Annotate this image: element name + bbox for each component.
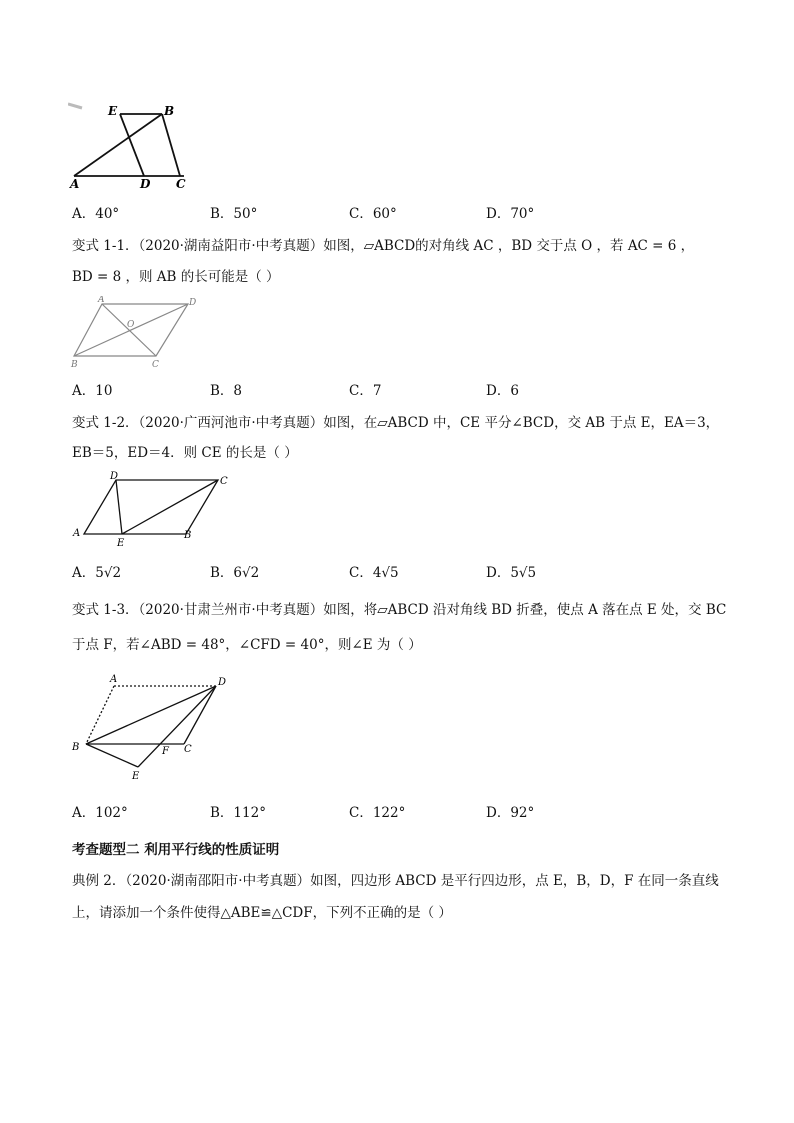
- q3-fig-label-f: F: [162, 746, 169, 757]
- q3-fig-label-d: D: [218, 677, 227, 688]
- q3-option-c[interactable]: C．122°: [349, 805, 406, 821]
- figure-q2-diagram: [70, 470, 235, 550]
- q2-options: [72, 563, 732, 583]
- q2-option-c[interactable]: C．4√5: [349, 565, 399, 581]
- q1-fig-label-c: C: [152, 360, 159, 370]
- section-title: 考查题型二 利用平行线的性质证明: [72, 842, 280, 858]
- fig1-label-c: C: [176, 177, 186, 191]
- q0-options: [72, 204, 732, 224]
- q3-fig-label-a: A: [110, 674, 118, 685]
- q3-option-d[interactable]: D．92°: [486, 805, 535, 821]
- q1-text-line1: 变式 1-1．（2020·湖南益阳市·中考真题）如图，▱ABCD的对角线 AC ，BD 交于点 O ，若 AC = 6 ，: [72, 238, 695, 254]
- q1-text-line2: BD = 8 ，则 AB 的长可能是（ ）: [72, 269, 280, 285]
- q1-option-a[interactable]: A．10: [72, 383, 113, 399]
- figure-q1-diagram: [70, 296, 200, 370]
- q0-option-a[interactable]: A．40°: [72, 206, 120, 222]
- q1-option-d[interactable]: D．6: [486, 383, 519, 399]
- fig1-label-e: E: [108, 104, 118, 118]
- figure-q3-diagram: [68, 670, 238, 782]
- q1-fig-label-b: B: [71, 360, 78, 370]
- q2-text-line1: 变式 1-2．（2020·广西河池市·中考真题）如图，在▱ABCD 中，CE 平分∠BCD，交 AB 于点 E，EA＝3，: [72, 415, 720, 431]
- q2-option-a[interactable]: A．5√2: [72, 565, 122, 581]
- q3-option-a[interactable]: A．102°: [72, 805, 128, 821]
- q3-options: [72, 803, 732, 823]
- q3-fig-label-e: E: [132, 771, 140, 782]
- q2-fig-label-a: A: [73, 528, 81, 539]
- q2-fig-label-d: D: [110, 471, 119, 482]
- q1-fig-label-a: A: [98, 296, 105, 305]
- q3-fig-label-b: B: [72, 742, 80, 753]
- q1-option-c[interactable]: C．7: [349, 383, 382, 399]
- q3-text-line1: 变式 1-3．（2020·甘肃兰州市·中考真题）如图，将▱ABCD 沿对角线 BD 折叠，使点 A 落在点 E 处，交 BC: [72, 602, 727, 618]
- q0-option-d[interactable]: D．70°: [486, 206, 535, 222]
- q4-text-line2: 上，请添加一个条件使得△ABE≌△CDF，下列不正确的是（ ）: [72, 905, 452, 921]
- q3-text-line2: 于点 F，若∠ABD = 48°，∠CFD = 40°，则∠E 为（ ）: [72, 637, 422, 653]
- q0-option-b[interactable]: B．50°: [210, 206, 258, 222]
- figure-1-diagram: [68, 100, 193, 192]
- q3-fig-label-c: C: [184, 744, 192, 755]
- q1-fig-label-o: O: [127, 320, 135, 330]
- fig1-label-a: A: [70, 177, 80, 191]
- q0-option-c[interactable]: C．60°: [349, 206, 397, 222]
- q2-fig-label-e: E: [117, 538, 125, 549]
- q1-option-b[interactable]: B．8: [210, 383, 243, 399]
- q1-fig-label-d: D: [189, 298, 197, 308]
- q2-option-b[interactable]: B．6√2: [210, 565, 260, 581]
- q3-option-b[interactable]: B．112°: [210, 805, 266, 821]
- fig1-label-b: B: [164, 104, 175, 118]
- q2-fig-label-c: C: [220, 476, 228, 487]
- q4-text-line1: 典例 2．（2020·湖南邵阳市·中考真题）如图，四边形 ABCD 是平行四边形，点 E，B，D，F 在同一条直线: [72, 873, 719, 889]
- q2-fig-label-b: B: [184, 530, 192, 541]
- q2-text-line2: EB＝5，ED＝4．则 CE 的长是（ ）: [72, 445, 298, 461]
- q2-option-d[interactable]: D．5√5: [486, 565, 537, 581]
- fig1-label-d: D: [140, 177, 151, 191]
- q1-options: [72, 381, 732, 401]
